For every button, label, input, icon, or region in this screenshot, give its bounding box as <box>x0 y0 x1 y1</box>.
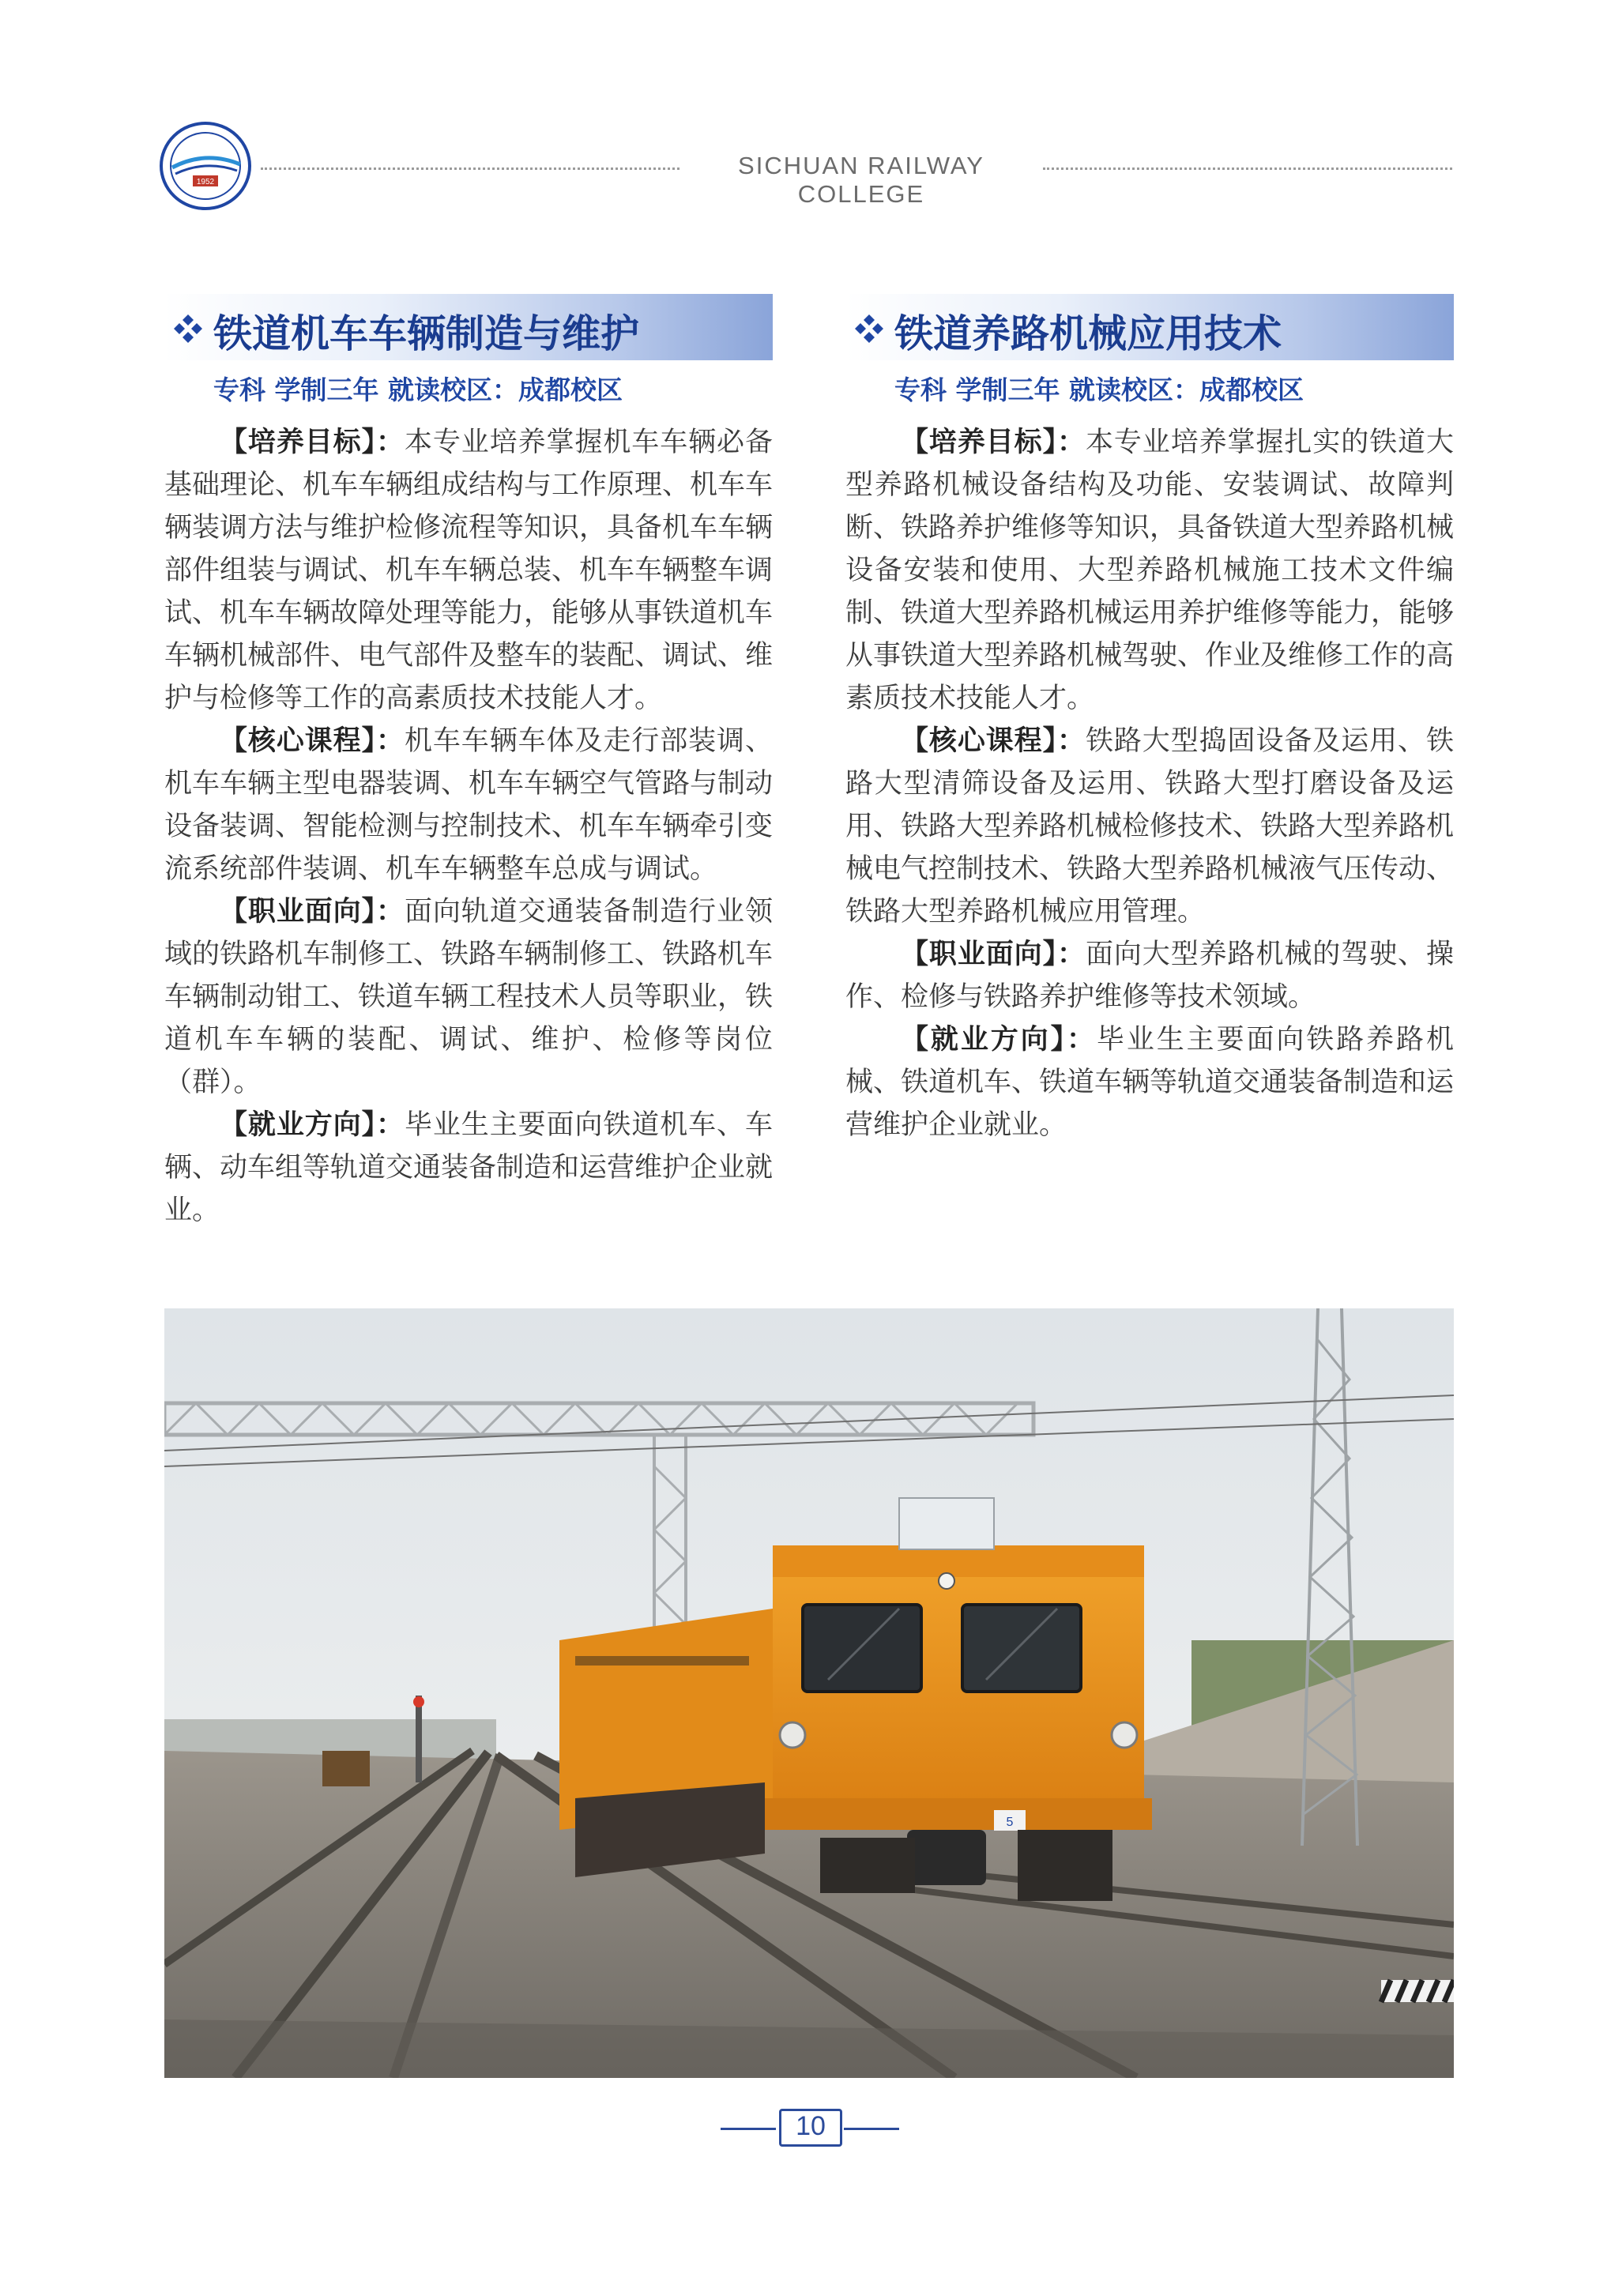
section-label: 【就业方向】： <box>901 1024 1097 1056</box>
vehicle-number-plate: 5 <box>1006 1816 1014 1829</box>
section-text: 面向轨道交通装备制造行业领域的铁路机车制修工、铁路车辆制修工、铁路机车车辆制动钳工、铁道车辆工程技术人员等职业，铁道机车车辆的装配、调试、维护、检修等岗位（群）。 <box>164 896 774 1098</box>
college-name: SICHUAN RAILWAY COLLEGE <box>738 152 984 208</box>
section-label: 【核心课程】： <box>901 725 1086 757</box>
header-divider-right <box>1043 167 1452 170</box>
diamond-bullet-icon <box>853 313 885 344</box>
section-text: 本专业培养掌握机车车辆必备基础理论、机车车辆组成结构与工作原理、机车车辆装调方法与维护检修流程等知识，具备机车车辆部件组装与调试、机车车辆总装、机车车辆整车调试、机车车辆故障处理等能力，能够从事铁道机车车辆机械部件、电气部件及整车的装配、调试、维护与检修等工作的高素质技术技能人才。 <box>164 427 774 714</box>
diamond-bullet-icon <box>172 313 204 344</box>
section-label: 【核心课程】： <box>220 725 405 757</box>
section-text: 毕业生主要面向铁路养路机械、铁道机车、铁道车辆等轨道交通装备制造和运营维护企业就业。 <box>845 1024 1455 1141</box>
program-title-bar <box>164 294 773 360</box>
section-employment <box>164 1104 773 1232</box>
section-label: 【培养目标】： <box>901 427 1086 458</box>
section-text: 毕业生主要面向铁道机车、车辆、动车组等轨道交通装备制造和运营维护企业就业。 <box>164 1109 774 1226</box>
section-label: 【职业面向】： <box>901 939 1086 970</box>
page-number-line-right <box>844 2128 899 2130</box>
section-core-courses <box>164 720 773 890</box>
section-employment <box>845 1018 1454 1146</box>
section-career-orientation <box>845 933 1454 1018</box>
program-title: 铁道养路机械应用技术 <box>894 311 1282 356</box>
page-number-line-left <box>721 2128 776 2130</box>
section-training-goal <box>845 421 1454 720</box>
section-label: 【培养目标】： <box>220 427 405 458</box>
logo-year: 1952 <box>196 178 215 186</box>
section-text: 面向大型养路机械的驾驶、操作、检修与铁路养护维修等技术领域。 <box>845 939 1454 1013</box>
program-right <box>845 294 1454 1146</box>
program-subtitle: 专科 学制三年 就读校区：成都校区 <box>213 375 623 405</box>
program-subtitle: 专科 学制三年 就读校区：成都校区 <box>894 375 1304 405</box>
header-divider-left <box>261 167 680 170</box>
page-number: 10 <box>796 2111 826 2141</box>
program-title: 铁道机车车辆制造与维护 <box>213 311 640 356</box>
section-text: 本专业培养掌握扎实的铁道大型养路机械设备结构及功能、安装调试、故障判断、铁路养护维修等知识，具备铁道大型养路机械设备安装和使用、大型养路机械施工技术文件编制、铁道大型养路机械运用养护维修等能力，能够从事铁道大型养路机械驾驶、作业及维修工作的高素质技术技能人才。 <box>845 427 1455 714</box>
section-label: 【就业方向】： <box>220 1109 405 1141</box>
program-left <box>164 294 773 1232</box>
section-training-goal <box>164 421 773 720</box>
section-text: 机车车辆车体及走行部装调、机车车辆主型电器装调、机车车辆空气管路与制动设备装调、智能检测与控制技术、机车车辆牵引变流系统部件装调、机车车辆整车总成与调试。 <box>164 725 774 885</box>
section-career-orientation <box>164 890 773 1104</box>
section-core-courses <box>845 720 1454 933</box>
college-logo <box>158 119 253 213</box>
section-text: 铁路大型捣固设备及运用、铁路大型清筛设备及运用、铁路大型打磨设备及运用、铁路大型养路机械检修技术、铁路大型养路机械电气控制技术、铁路大型养路机械液气压传动、铁路大型养路机械应用管理。 <box>845 725 1455 928</box>
program-title-bar <box>845 294 1454 360</box>
section-label: 【职业面向】： <box>220 896 405 928</box>
railway-maintenance-photo <box>164 1308 1454 2078</box>
